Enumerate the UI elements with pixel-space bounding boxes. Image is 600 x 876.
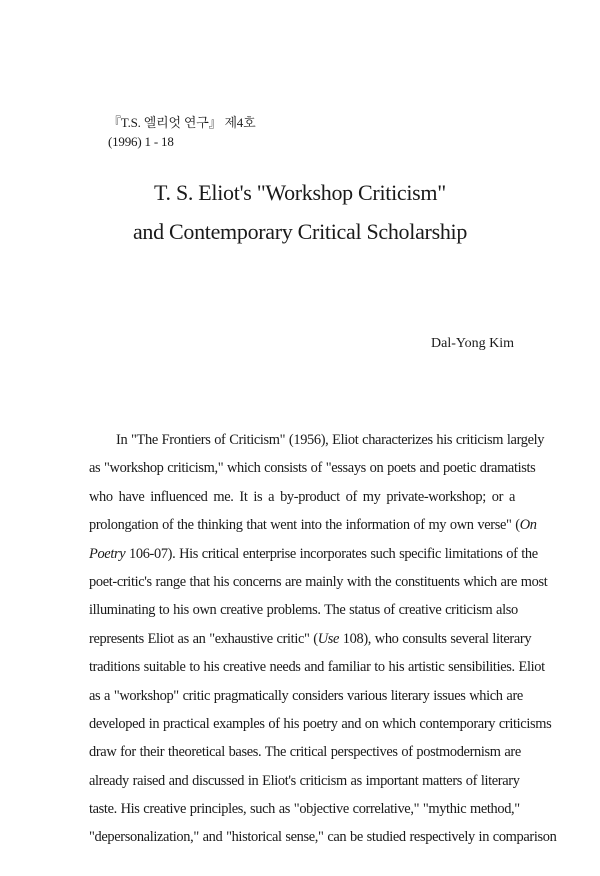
- body-line: as "workshop criticism," which consists of "essays on poets and poetic dramatists: [89, 460, 536, 477]
- author-name: Dal-Yong Kim: [431, 336, 514, 351]
- body-line: "depersonalization," and "historical sense," can be studied respectively in comparison: [89, 829, 557, 846]
- body-line: as a "workshop" critic pragmatically considers various literary issues which are: [89, 687, 523, 704]
- body-line: In "The Frontiers of Criticism" (1956), Eliot characterizes his criticism largely: [116, 432, 545, 448]
- citation-title: Poetry: [89, 545, 126, 562]
- paper-title-line-2: and Contemporary Critical Scholarship: [132, 219, 468, 244]
- body-line: illuminating to his own creative problems. The status of creative criticism also: [89, 602, 518, 619]
- paper-title-line-1: T. S. Eliot's "Workshop Criticism": [154, 180, 446, 205]
- body-line: poet-critic's range that his concerns are mainly with the constituents which are most: [89, 573, 548, 590]
- citation-title: On: [519, 517, 537, 534]
- body-line: prolongation of the thinking that went into the information of my own verse" (On: [89, 517, 537, 534]
- paper-title: [0, 173, 600, 251]
- citation-title: Use: [317, 630, 340, 647]
- body-line: developed in practical examples of his poetry and on which contemporary criticisms: [89, 715, 552, 732]
- body-line: taste. His creative principles, such as "objective correlative," "mythic method,": [89, 801, 520, 818]
- journal-header: [108, 113, 255, 151]
- body-line: traditions suitable to his creative needs and familiar to his artistic sensibilities. Eliot: [89, 659, 545, 676]
- journal-pages: (1996) 1 - 18: [108, 134, 174, 149]
- body-line: who have influenced me. It is a by-product of my private-workshop; or a: [89, 488, 515, 505]
- body-line: represents Eliot as an "exhaustive critic" (Use 108), who consults several literary: [89, 630, 532, 647]
- body-paragraph: [89, 426, 557, 852]
- body-line: Poetry 106-07). His critical enterprise incorporates such specific limitations of the: [89, 545, 538, 562]
- journal-title: 『T.S. 엘리엇 연구』 제4호: [108, 115, 256, 130]
- body-line: draw for their theoretical bases. The critical perspectives of postmodernism are: [89, 744, 521, 761]
- body-line: already raised and discussed in Eliot's criticism as important matters of literary: [89, 772, 520, 789]
